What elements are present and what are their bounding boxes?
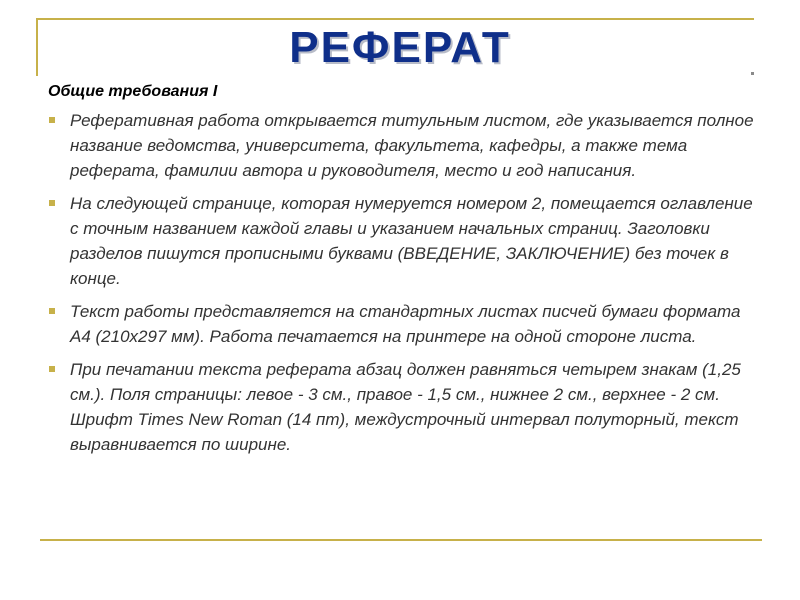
bullet-list — [46, 108, 756, 465]
bullet-item — [46, 357, 756, 457]
bullet-text: При печатании текста реферата абзац должен равняться четырем знакам (1,25 см.). Поля страницы: левое - 3 см., правое - 1,5 см., нижнее 2 см., верхнее - 2 см. Шрифт Times New Roman (14 пт), междустрочный интервал полуторный, текст выравнивается по ширине. — [70, 360, 741, 454]
bullet-item — [46, 191, 756, 291]
slide-title: РЕФЕРАТ — [289, 23, 511, 72]
bullet-text: Реферативная работа открывается титульным листом, где указывается полное название ведомства, университета, факультета, кафедры, а также тема реферата, фамилии автора и руководителя, место и год написания. — [70, 111, 754, 180]
bullet-item — [46, 108, 756, 183]
slide-subtitle: Общие требования I — [48, 83, 218, 100]
frame-bottom-line — [40, 539, 762, 541]
bullet-text: На следующей странице, которая нумеруется номером 2, помещается оглавление с точным названием каждой главы и указанием начальных страниц. Заголовки разделов пишутся прописными буквами (ВВЕДЕНИЕ, ЗАКЛЮЧЕНИЕ) без точек в конце. — [70, 194, 753, 288]
bullet-text: Текст работы представляется на стандартных листах писчей бумаги формата А4 (210х297 мм). Работа печатается на принтере на одной стороне листа. — [70, 302, 741, 346]
square-bullet-icon — [49, 308, 55, 314]
bullet-item — [46, 299, 756, 349]
square-bullet-icon — [49, 200, 55, 206]
square-bullet-icon — [49, 366, 55, 372]
square-bullet-icon — [49, 117, 55, 123]
